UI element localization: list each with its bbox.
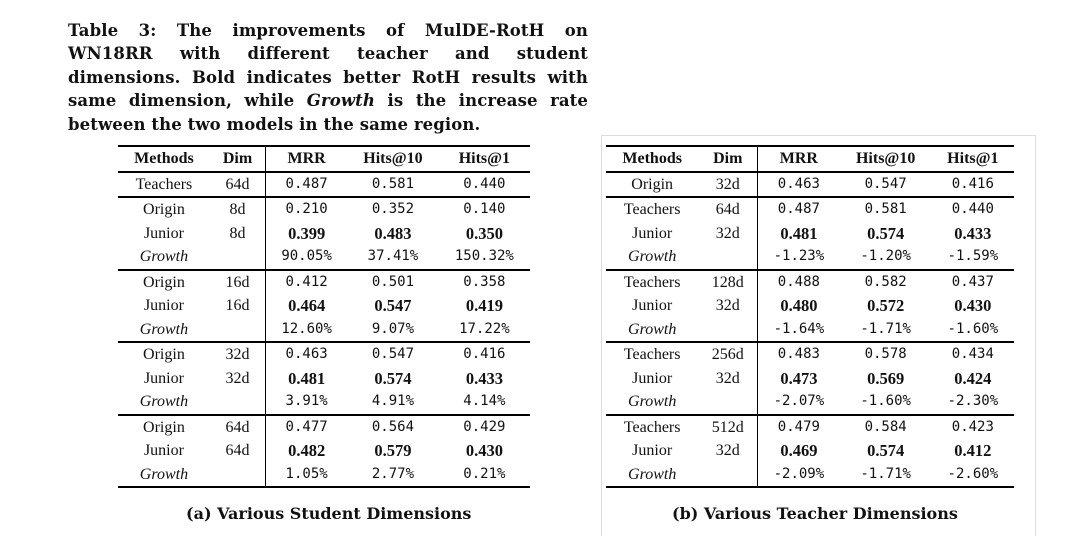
- cell-method: Teachers: [623, 273, 681, 291]
- cell-dim: 32d: [698, 439, 757, 463]
- cell-dim: 256d: [698, 342, 757, 367]
- cell-mrr: 0.473: [780, 368, 818, 388]
- cell-hits10: 0.547: [371, 346, 415, 362]
- cell-hits1: 0.440: [463, 175, 506, 192]
- cell-method: Growth: [139, 465, 189, 483]
- table-row: [118, 197, 530, 222]
- cell-method: Growth: [139, 320, 189, 338]
- cell-method: Teachers: [623, 201, 681, 218]
- header-hits1: Hits@1: [947, 150, 999, 167]
- cell-hits10: 0.574: [374, 368, 412, 388]
- cell-dim: 64d: [210, 415, 266, 440]
- cell-method: Origin: [143, 273, 185, 291]
- caption-text-2: is the increase rate between the two models in the same region.: [68, 91, 589, 134]
- cell-method: Growth: [628, 320, 677, 338]
- cell-hits1: 0.21%: [463, 465, 506, 482]
- subcaption-a: (a) Various Student Dimensions: [186, 504, 472, 523]
- cell-mrr: 0.463: [285, 346, 328, 362]
- table-row: [118, 415, 530, 440]
- cell-mrr: 0.412: [285, 273, 328, 290]
- cell-dim: 8d: [210, 222, 266, 246]
- table-row: [606, 197, 1014, 222]
- cell-mrr: 1.05%: [285, 465, 328, 482]
- row-group: [118, 270, 530, 343]
- cell-dim: 32d: [210, 367, 266, 391]
- row-group: [606, 197, 1014, 270]
- cell-hits10: 0.584: [864, 418, 907, 435]
- table-row: [606, 415, 1014, 440]
- cell-dim: [210, 245, 266, 270]
- cell-hits1: 150.32%: [454, 248, 514, 264]
- table-row: [118, 342, 530, 367]
- cell-mrr: 0.480: [780, 296, 818, 315]
- table-row: [606, 294, 1014, 318]
- cell-hits1: 0.358: [463, 273, 506, 290]
- cell-dim: 128d: [698, 270, 757, 295]
- cell-hits1: 0.437: [951, 273, 994, 290]
- row-group: [118, 197, 530, 270]
- cell-method: Teachers: [135, 175, 193, 193]
- header-row: [606, 146, 1014, 172]
- cell-dim: 16d: [210, 270, 266, 295]
- cell-dim: 64d: [698, 197, 757, 222]
- cell-hits10: 0.578: [864, 346, 907, 362]
- table-a: [118, 145, 530, 488]
- cell-hits10: 2.77%: [371, 465, 415, 482]
- table-b: [606, 145, 1014, 488]
- cell-dim: [210, 390, 266, 415]
- cell-hits1: 0.350: [465, 223, 503, 243]
- table-row: [606, 172, 1014, 198]
- header-methods: Methods: [134, 150, 194, 167]
- cell-hits1: -1.59%: [947, 248, 999, 264]
- header-hits10: Hits@10: [363, 150, 423, 167]
- cell-dim: [210, 318, 266, 343]
- cell-mrr: -1.23%: [773, 248, 825, 264]
- cell-hits10: -1.71%: [860, 320, 911, 337]
- cell-method: Junior: [632, 369, 673, 387]
- table-row: [606, 390, 1014, 415]
- cell-dim: 16d: [210, 294, 266, 318]
- cell-method: Junior: [143, 369, 184, 387]
- cell-method: Junior: [143, 442, 184, 459]
- header-hits10: Hits@10: [855, 150, 916, 167]
- cell-mrr: 90.05%: [281, 248, 332, 264]
- cell-mrr: 0.487: [285, 175, 328, 192]
- cell-hits10: -1.71%: [860, 465, 911, 482]
- cell-hits10: 0.569: [867, 368, 905, 388]
- cell-hits10: 0.547: [374, 296, 412, 315]
- table-row: [606, 367, 1014, 391]
- table-row: [606, 270, 1014, 295]
- cell-hits10: 0.579: [374, 441, 412, 460]
- table-row: [118, 463, 530, 488]
- row-group: [606, 172, 1014, 198]
- cell-hits1: 0.429: [463, 418, 506, 435]
- cell-hits1: 17.22%: [459, 320, 510, 337]
- cell-dim: [698, 245, 757, 270]
- cell-method: Growth: [628, 465, 677, 483]
- header-hits1: Hits@1: [458, 150, 511, 167]
- table-row: [606, 222, 1014, 246]
- cell-method: Growth: [628, 393, 677, 410]
- table-caption: [68, 19, 588, 137]
- cell-dim: 32d: [698, 222, 757, 246]
- cell-mrr: 0.477: [285, 418, 328, 435]
- cell-dim: 32d: [698, 172, 757, 198]
- table-row: [606, 245, 1014, 270]
- cell-dim: [698, 463, 757, 488]
- cell-hits1: 0.416: [463, 346, 506, 362]
- table-row: [118, 439, 530, 463]
- header-methods: Methods: [622, 150, 682, 167]
- cell-hits1: 0.419: [465, 296, 503, 315]
- cell-mrr: 0.210: [285, 201, 328, 217]
- cell-mrr: 0.487: [777, 201, 820, 217]
- cell-hits10: 0.574: [867, 223, 905, 243]
- header-row: [118, 146, 530, 172]
- cell-hits1: -2.60%: [947, 465, 999, 482]
- header-dim: Dim: [210, 146, 266, 172]
- cell-hits10: 0.564: [371, 418, 415, 435]
- cell-hits10: 0.581: [371, 175, 415, 192]
- cell-dim: [698, 318, 757, 343]
- header-mrr: MRR: [779, 150, 818, 167]
- cell-hits1: 0.430: [954, 296, 992, 315]
- header-dim: Dim: [698, 146, 757, 172]
- cell-hits10: 4.91%: [371, 393, 415, 409]
- row-group: [606, 415, 1014, 488]
- cell-method: Junior: [632, 442, 673, 459]
- cell-mrr: 0.469: [780, 441, 818, 460]
- cell-hits1: 0.434: [951, 346, 994, 362]
- cell-hits10: 0.547: [864, 175, 907, 192]
- table-row: [118, 367, 530, 391]
- cell-method: Origin: [143, 346, 185, 363]
- cell-mrr: 12.60%: [281, 320, 332, 337]
- cell-mrr: 0.464: [288, 296, 326, 315]
- cell-hits10: 0.352: [371, 201, 415, 217]
- cell-hits10: 0.501: [371, 273, 415, 290]
- table-row: [118, 172, 530, 198]
- cell-hits1: 0.412: [954, 441, 992, 460]
- cell-dim: 64d: [210, 439, 266, 463]
- table-row: [118, 245, 530, 270]
- cell-dim: [698, 390, 757, 415]
- cell-mrr: -2.09%: [773, 465, 825, 482]
- cell-hits1: 0.440: [951, 201, 994, 217]
- cell-dim: 64d: [210, 172, 266, 198]
- cell-hits1: -1.60%: [947, 320, 999, 337]
- cell-hits1: 0.424: [954, 368, 992, 388]
- table-row: [606, 463, 1014, 488]
- row-group: [606, 342, 1014, 415]
- cell-hits10: 9.07%: [371, 320, 415, 337]
- table-row: [606, 439, 1014, 463]
- table-row: [118, 294, 530, 318]
- cell-mrr: 0.481: [288, 368, 326, 388]
- table-row: [606, 342, 1014, 367]
- cell-mrr: 0.482: [288, 441, 326, 460]
- header-mrr: MRR: [287, 150, 326, 167]
- cell-hits10: 0.574: [867, 441, 905, 460]
- cell-mrr: -1.64%: [773, 320, 825, 337]
- cell-hits10: 0.581: [864, 201, 907, 217]
- cell-mrr: 0.463: [777, 175, 820, 192]
- cell-mrr: 0.488: [777, 273, 820, 290]
- cell-method: Junior: [632, 297, 673, 314]
- cell-method: Junior: [632, 224, 673, 242]
- row-group: [118, 415, 530, 488]
- cell-hits1: -2.30%: [947, 393, 999, 409]
- cell-method: Teachers: [623, 346, 681, 363]
- caption-text-1: Table 3: The improvements of MulDE-RotH on WN18RR with different teacher and student dimensions. Bold indicates better RotH results with same dimension, while: [68, 20, 588, 110]
- cell-mrr: 0.481: [780, 223, 818, 243]
- cell-method: Origin: [143, 201, 185, 218]
- cell-method: Junior: [143, 224, 184, 242]
- caption-growth-word: Growth: [306, 91, 375, 110]
- subcaption-b: (b) Various Teacher Dimensions: [672, 504, 958, 523]
- cell-hits1: 0.430: [465, 441, 503, 460]
- cell-hits10: -1.20%: [860, 248, 911, 264]
- cell-method: Junior: [143, 297, 184, 314]
- cell-dim: 512d: [698, 415, 757, 440]
- cell-method: Origin: [143, 418, 185, 436]
- cell-method: Growth: [628, 248, 677, 265]
- cell-mrr: 0.479: [777, 418, 820, 435]
- cell-dim: 32d: [698, 367, 757, 391]
- cell-hits1: 0.140: [463, 201, 506, 217]
- cell-dim: [210, 463, 266, 488]
- table-row: [118, 222, 530, 246]
- row-group: [118, 342, 530, 415]
- table-row: [118, 270, 530, 295]
- row-group: [606, 270, 1014, 343]
- cell-hits1: 4.14%: [463, 393, 506, 409]
- cell-mrr: 0.483: [777, 346, 820, 362]
- cell-hits1: 0.416: [951, 175, 994, 192]
- cell-hits10: 0.572: [867, 296, 905, 315]
- cell-dim: 32d: [210, 342, 266, 367]
- cell-method: Growth: [139, 393, 189, 410]
- cell-mrr: 0.399: [288, 223, 326, 243]
- cell-hits10: -1.60%: [860, 393, 911, 409]
- cell-hits1: 0.433: [954, 223, 992, 243]
- cell-hits10: 37.41%: [367, 248, 419, 264]
- table-row: [118, 318, 530, 343]
- cell-hits10: 0.582: [864, 273, 907, 290]
- cell-method: Growth: [139, 248, 189, 265]
- cell-dim: 8d: [210, 197, 266, 222]
- table-row: [606, 318, 1014, 343]
- cell-hits10: 0.483: [374, 223, 412, 243]
- cell-hits1: 0.433: [465, 368, 503, 388]
- cell-method: Teachers: [623, 418, 681, 436]
- cell-method: Origin: [631, 175, 674, 193]
- table-row: [118, 390, 530, 415]
- cell-dim: 32d: [698, 294, 757, 318]
- cell-mrr: 3.91%: [285, 393, 328, 409]
- row-group: [118, 172, 530, 198]
- cell-mrr: -2.07%: [773, 393, 825, 409]
- cell-hits1: 0.423: [951, 418, 994, 435]
